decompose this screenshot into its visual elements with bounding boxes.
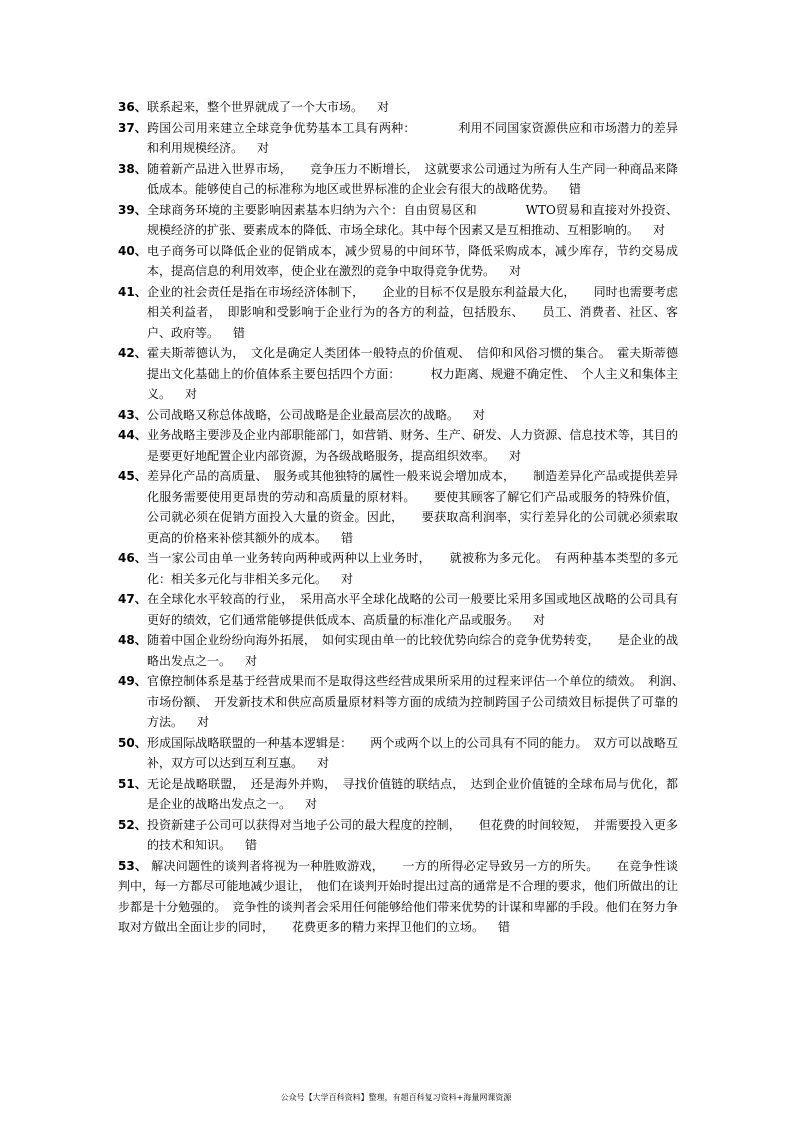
answer-mark: 对: [185, 387, 198, 401]
question-item: [118, 425, 678, 466]
answer-mark: 对: [305, 797, 318, 811]
question-text: 随着中国企业纷纷向海外拓展， 如何实现由单一的比较优势向综合的竞争优势转变， 是企业的战略出发点之一。: [147, 633, 678, 668]
answer-mark: 对: [197, 715, 210, 729]
question-item: [118, 159, 678, 200]
question-item: [118, 548, 678, 589]
question-number: 36、: [118, 100, 147, 114]
answer-mark: 对: [377, 100, 390, 114]
question-text: 联系起来，整个世界就成了一个大市场。: [147, 100, 364, 114]
answer-mark: 错: [341, 530, 354, 545]
question-number: 39、: [118, 202, 147, 217]
question-number: 49、: [118, 674, 147, 688]
answer-mark: 对: [509, 264, 522, 278]
question-item: [118, 200, 678, 241]
question-item: [118, 774, 678, 815]
question-text: 公司战略又称总体战略，公司战略是企业最高层次的战略。: [147, 407, 460, 422]
question-number: 43、: [118, 407, 147, 422]
question-number: 53、: [118, 858, 148, 873]
answer-mark: 错: [569, 182, 582, 196]
question-item: [118, 466, 678, 548]
question-item: [118, 630, 678, 671]
answer-mark: 对: [533, 612, 546, 627]
question-number: 46、: [118, 551, 147, 565]
question-number: 47、: [118, 592, 147, 606]
question-list: [118, 97, 691, 938]
question-item: [118, 405, 678, 426]
question-number: 40、: [118, 243, 147, 258]
question-number: 51、: [118, 776, 147, 791]
question-text: 投资新建子公司可以获得对当地子公司的最大程度的控制， 但花费的时间较短， 并需要投入更多的技术和知识。: [147, 817, 678, 852]
question-text: 当一家公司由单一业务转向两种或两种以上业务时， 就被称为多元化。 有两种基本类型的多元化：相关多元化与非相关多元化。: [147, 551, 678, 586]
question-item: [118, 118, 678, 159]
question-text: 在全球化水平较高的行业， 采用高水平全球化战略的公司一般要比采用多国或地区战略的公司具有更好的绩效，它们通常能够提供低成本、高质量的标准化产品或服务。: [147, 592, 678, 627]
answer-mark: 错: [245, 838, 258, 852]
question-number: 48、: [118, 633, 147, 647]
answer-mark: 对: [245, 653, 258, 668]
question-text: 无论是战略联盟， 还是海外并购， 寻找价值链的联结点， 达到企业价值链的全球布局与优化，都是企业的战略出发点之一。: [147, 776, 678, 811]
question-item: [118, 343, 678, 405]
answer-mark: 对: [257, 141, 270, 155]
question-item: [118, 97, 678, 118]
question-text: 全球商务环境的主要影响因素基本归纳为六个：自由贸易区和 WTO贸易和直接对外投资、规模经济的扩张、要素成本的降低、市场全球化。其中每个因素又是互相推动、互相影响的。: [147, 202, 678, 237]
question-text: 业务战略主要涉及企业内部职能部门，如营销、财务、生产、研发、人力资源、信息技术等，其目的是要更好地配置企业内部资源，为各级战略服务，提高组织效率。: [147, 428, 678, 463]
question-item: [118, 733, 678, 774]
question-text: 跨国公司用来建立全球竞争优势基本工具有两种： 利用不同国家资源供应和市场潜力的差异和利用规模经济。: [147, 120, 678, 155]
answer-mark: 对: [341, 571, 354, 586]
answer-mark: 对: [653, 223, 666, 237]
question-number: 50、: [118, 735, 147, 750]
answer-mark: 对: [509, 448, 522, 463]
question-text: 随着新产品进入世界市场， 竞争压力不断增长， 这就要求公司通过为所有人生产同一种商品来降低成本。能够使自己的标准称为地区或世界标准的企业会有很大的战略优势。: [147, 161, 678, 196]
question-item: [118, 671, 691, 733]
question-item: [118, 589, 678, 630]
question-text: 差异化产品的高质量、 服务或其他独特的属性一般来说会增加成本， 制造差异化产品或提供差异化服务需要使用更昂贵的劳动和高质量的原材料。 要使其顾客了解它们产品或服务的特殊价值，公司就必须在促销方面投入大量的资金。因此， 要获取高利润率，实行差异化的公司就必须索取更高的价格来补偿其额外的成本。: [147, 469, 678, 545]
question-item: [118, 856, 678, 938]
question-number: 37、: [118, 120, 147, 135]
question-text: 解决问题性的谈判者将视为一种胜败游戏， 一方的所得必定导致另一方的所失。 在竞争性谈判中，每一方都尽可能地减少退让， 他们在谈判开始时提出过高的通常是不合理的要求，他们所做出的让步都是十分勉强的。 竞争性的谈判者会采用任何能够给他们带来优势的计谋和卑鄙的手段。他们在努力争取对方做出全面让步的同时， 花费更多的精力来捍卫他们的立场。: [118, 858, 678, 934]
question-number: 44、: [118, 428, 147, 442]
answer-mark: 对: [473, 407, 486, 422]
question-number: 52、: [118, 817, 147, 832]
question-text: 形成国际战略联盟的一种基本逻辑是： 两个或两个以上的公司具有不同的能力。 双方可以战略互补，双方可以达到互利互惠。: [147, 735, 678, 770]
question-number: 42、: [118, 346, 147, 360]
question-text: 官僚控制体系是基于经营成果而不是取得这些经营成果所采用的过程来评估一个单位的绩效。 利润、 市场份额、 开发新技术和供应高质量原材料等方面的成绩为控制跨国子公司绩效目标提供了可靠的方法。: [147, 674, 691, 729]
question-number: 41、: [118, 284, 147, 299]
question-text: 电子商务可以降低企业的促销成本，减少贸易的中间环节，降低采购成本，减少库存，节约交易成本，提高信息的利用效率，使企业在激烈的竞争中取得竞争优势。: [147, 243, 678, 278]
question-number: 38、: [118, 161, 147, 176]
answer-mark: 错: [233, 325, 246, 340]
question-item: [118, 815, 678, 856]
page-footer: 公众号【大学百科资料】整理，有超百科复习资料+海量网课资源: [280, 1093, 512, 1102]
question-text: 霍夫斯蒂德认为， 文化是确定人类团体一般特点的价值观、 信仰和风俗习惯的集合。 霍夫斯蒂德提出文化基础上的价值体系主要包括四个方面： 权力距离、规避不确定性、 个人主义和集体主义。: [147, 346, 678, 401]
question-text: 企业的社会责任是指在市场经济体制下， 企业的目标不仅是股东利益最大化， 同时也需要考虑相关利益者， 即影响和受影响于企业行为的各方的利益，包括股东、 员工、消费者、社区、客户、政府等。: [147, 284, 678, 340]
question-item: [118, 241, 678, 282]
question-number: 45、: [118, 469, 147, 483]
question-item: [118, 282, 678, 344]
answer-mark: 错: [498, 920, 511, 934]
answer-mark: 对: [317, 756, 330, 770]
